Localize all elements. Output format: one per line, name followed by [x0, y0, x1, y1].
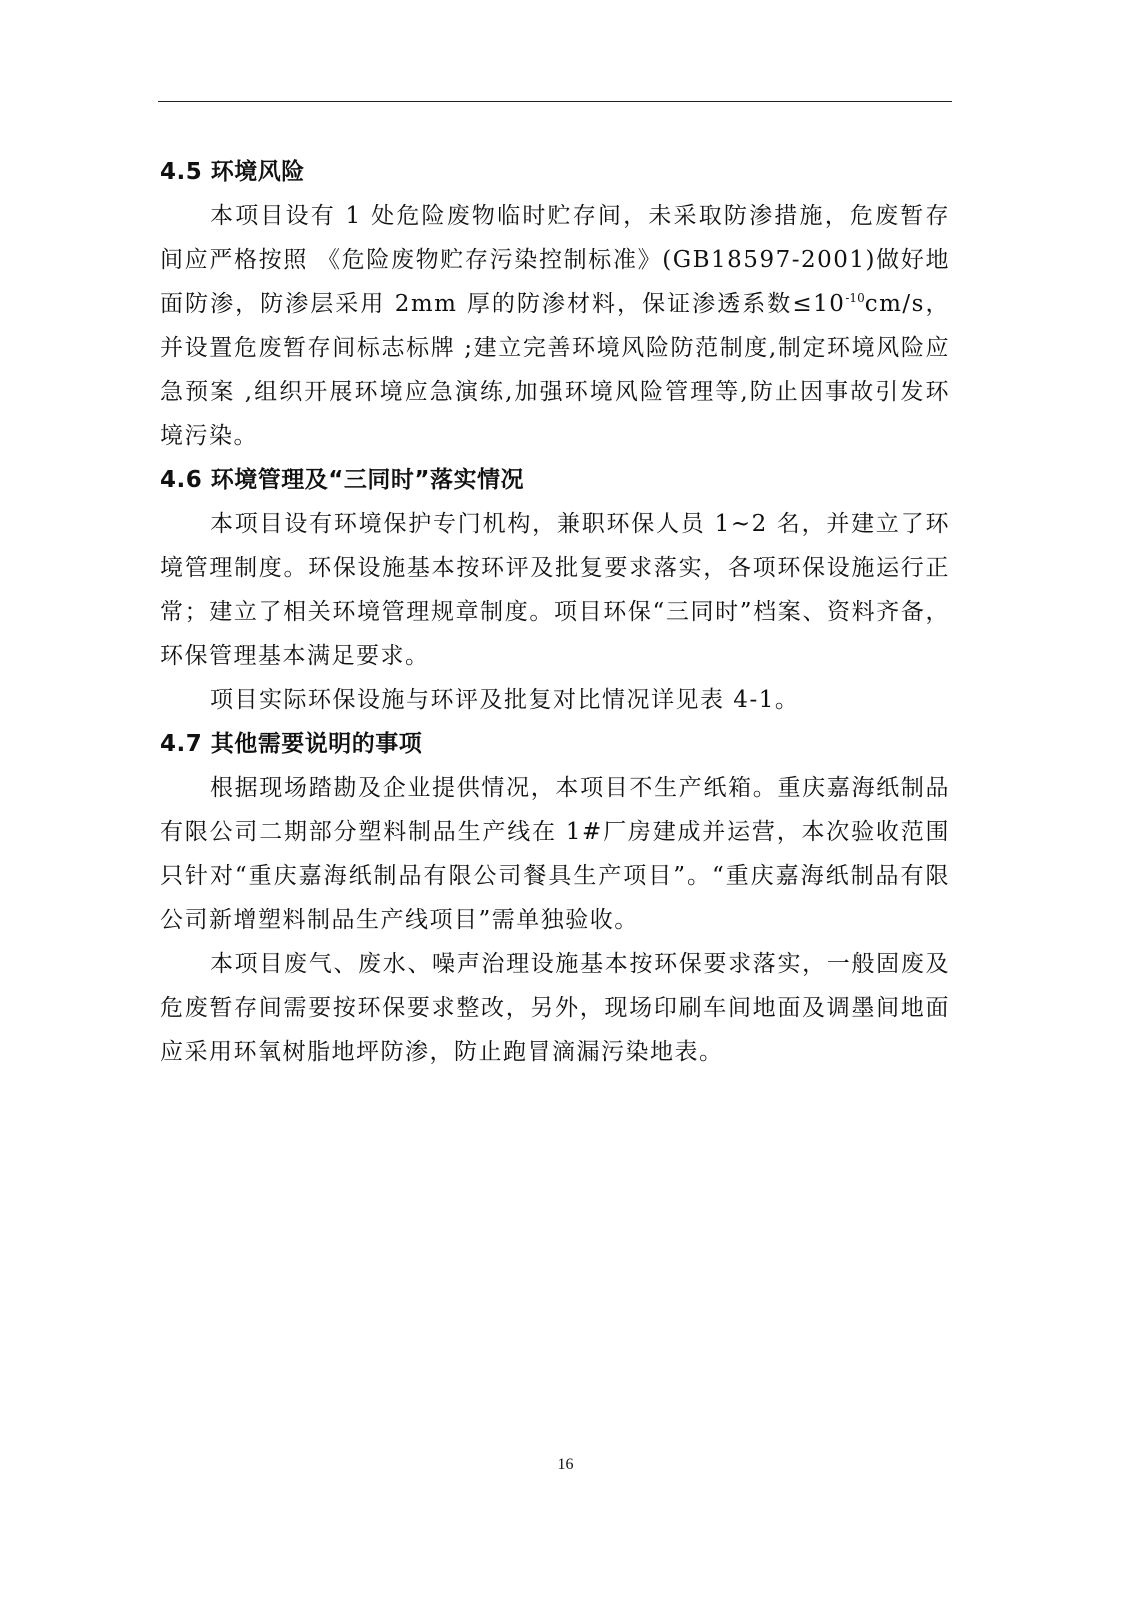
page-content: [160, 150, 950, 1074]
paragraph-table-reference: 项目实际环保设施与环评及批复对比情况详见表 4-1。: [210, 687, 800, 713]
text-segment: 本项目设有 1 处危险废物临时贮存间，未采取防渗措施，危废暂存间应严格按照 《危险废物贮存污染控制标准》(GB18597-2001)做好地面防渗，防渗层采用 2mm 厚的防渗材料，保证渗透系数≤10: [160, 203, 950, 317]
paragraph-rectification: 本项目废气、废水、噪声治理设施基本按环保要求落实，一般固废及危废暂存间需要按环保要求整改，另外，现场印刷车间地面及调墨间地面应采用环氧树脂地坪防渗，防止跑冒滴漏污染地表。: [160, 951, 950, 1065]
paragraph-environmental-management: 本项目设有环境保护专门机构，兼职环保人员 1~2 名，并建立了环境管理制度。环保设施基本按环评及批复要求落实，各项环保设施运行正常；建立了相关环境管理规章制度。项目环保“三同时”档案、资料齐备，环保管理基本满足要求。: [160, 511, 950, 669]
section-heading-4-7: 4.7 其他需要说明的事项: [160, 731, 423, 757]
superscript-exponent: -10: [845, 291, 865, 305]
paragraph-environmental-risk: [160, 194, 950, 458]
section-heading-4-6: 4.6 环境管理及“三同时”落实情况: [160, 467, 524, 493]
text-segment: cm/s，并设置危废暂存间标志标牌 ;建立完善环境风险防范制度,制定环境风险应急预案 ,组织开展环境应急演练,加强环境风险管理等,防止因事故引发环境污染。: [160, 291, 950, 449]
page-number: 16: [557, 1456, 574, 1473]
section-heading-4-5: 4.5 环境风险: [160, 159, 305, 185]
paragraph-other-matters: 根据现场踏勘及企业提供情况，本项目不生产纸箱。重庆嘉海纸制品有限公司二期部分塑料制品生产线在 1#厂房建成并运营，本次验收范围只针对“重庆嘉海纸制品有限公司餐具生产项目”。“重庆嘉海纸制品有限公司新增塑料制品生产线项目”需单独验收。: [160, 775, 950, 933]
header-rule: [158, 101, 952, 102]
